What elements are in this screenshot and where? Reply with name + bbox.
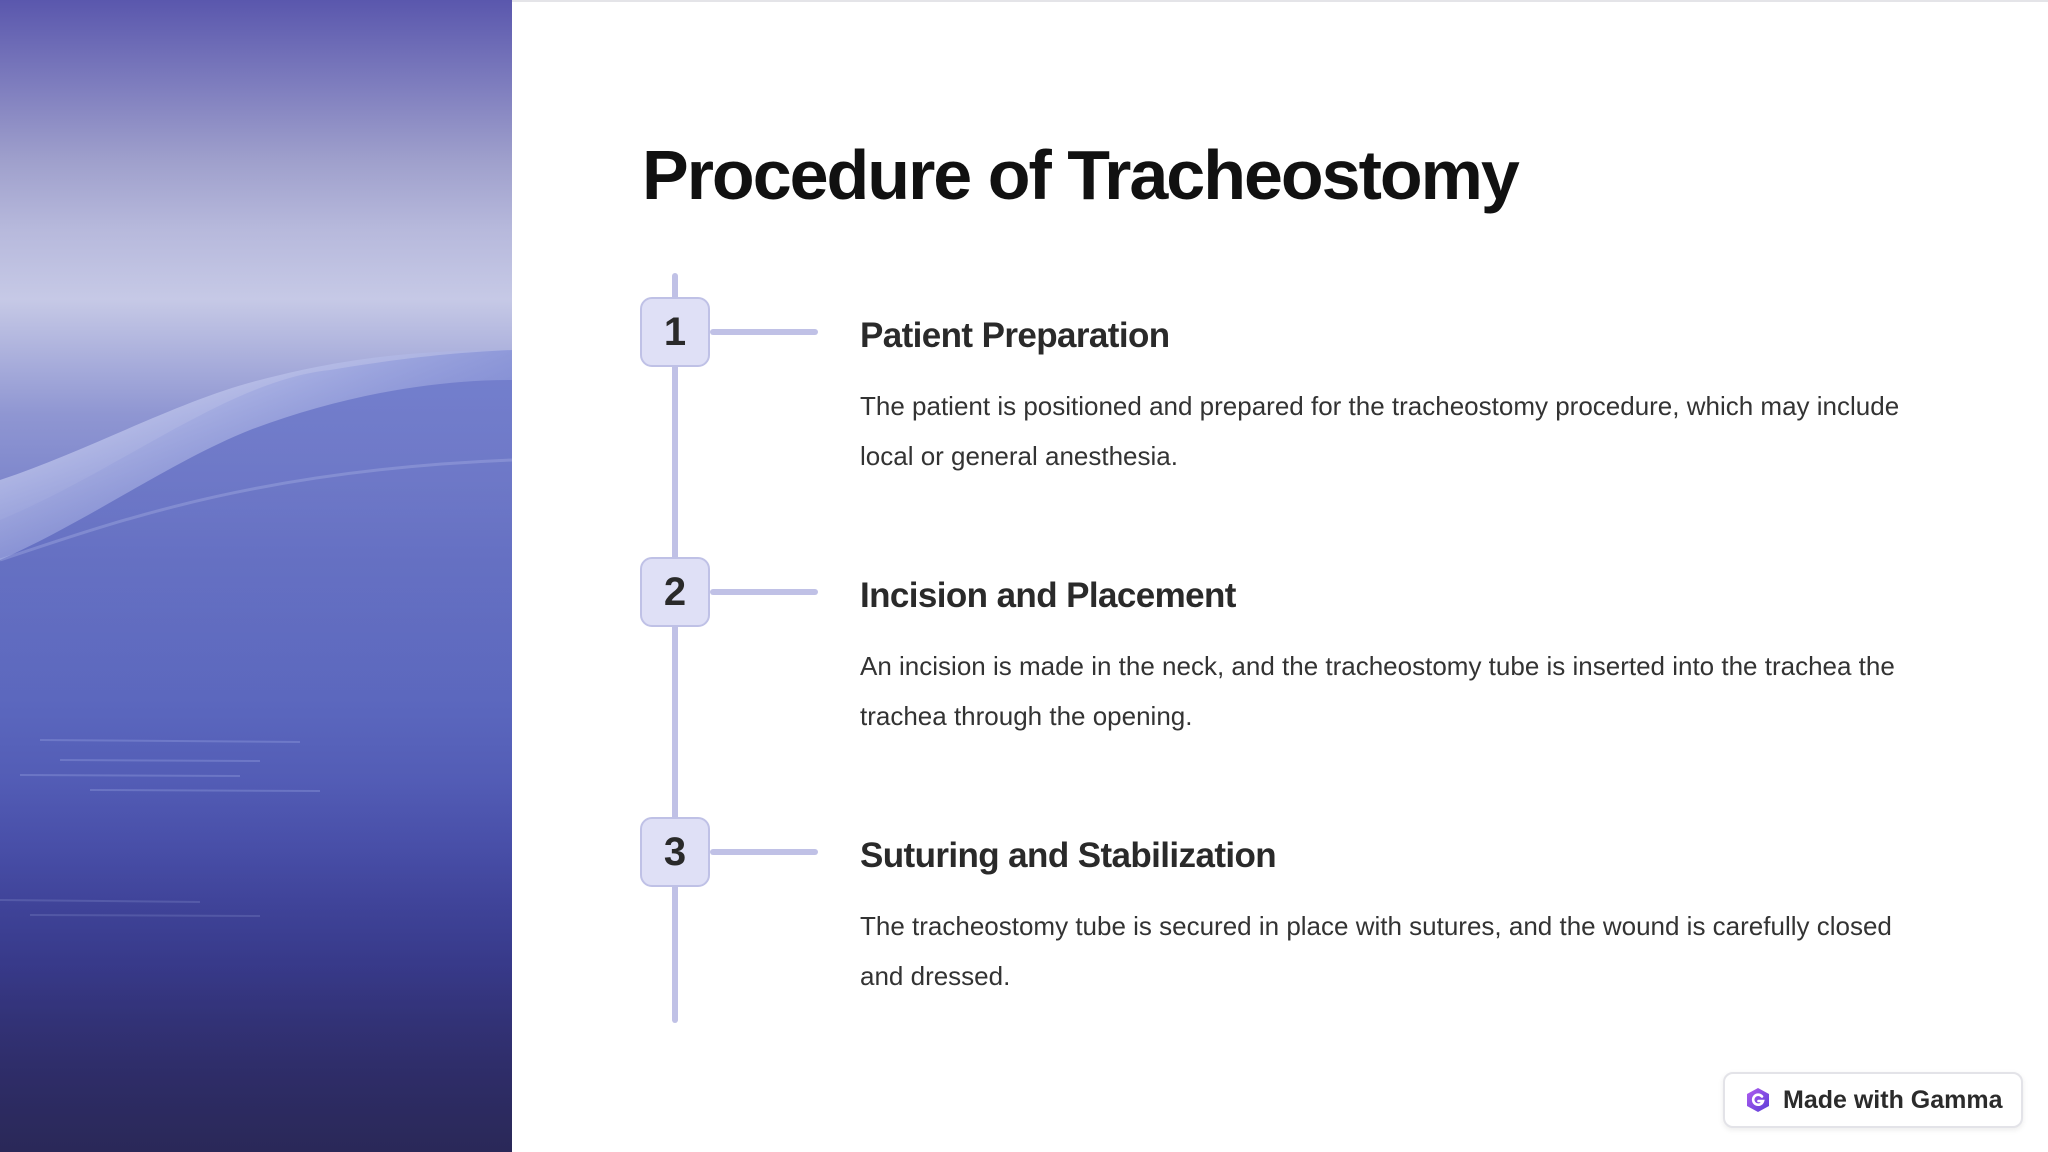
wave-artwork <box>0 0 512 1152</box>
step-number-badge: 1 <box>640 297 710 367</box>
timeline-line <box>672 273 678 1023</box>
step-description: The tracheostomy tube is secured in place with sutures, and the wound is carefully closed and dressed. <box>860 911 1892 991</box>
made-with-gamma-button[interactable] <box>1723 1072 2023 1128</box>
decorative-side-image <box>0 0 512 1152</box>
step-number-badge: 3 <box>640 817 710 887</box>
step-connector <box>710 849 818 855</box>
slide-title: Procedure of Tracheostomy <box>642 136 1518 214</box>
top-divider <box>512 0 2048 2</box>
gamma-logo-icon <box>1745 1087 1771 1113</box>
step-description: An incision is made in the neck, and the tracheostomy tube is inserted into the trachea the trachea through the opening. <box>860 651 1895 731</box>
step-heading: Incision and Placement <box>860 576 1236 615</box>
step-heading: Patient Preparation <box>860 316 1170 355</box>
step-connector <box>710 589 818 595</box>
step-connector <box>710 329 818 335</box>
step-heading: Suturing and Stabilization <box>860 836 1277 875</box>
step-description: The patient is positioned and prepared for the tracheostomy procedure, which may include local or general anesthesia. <box>860 391 1900 471</box>
made-with-gamma-label: Made with Gamma <box>1783 1085 2003 1114</box>
step-number-badge: 2 <box>640 557 710 627</box>
